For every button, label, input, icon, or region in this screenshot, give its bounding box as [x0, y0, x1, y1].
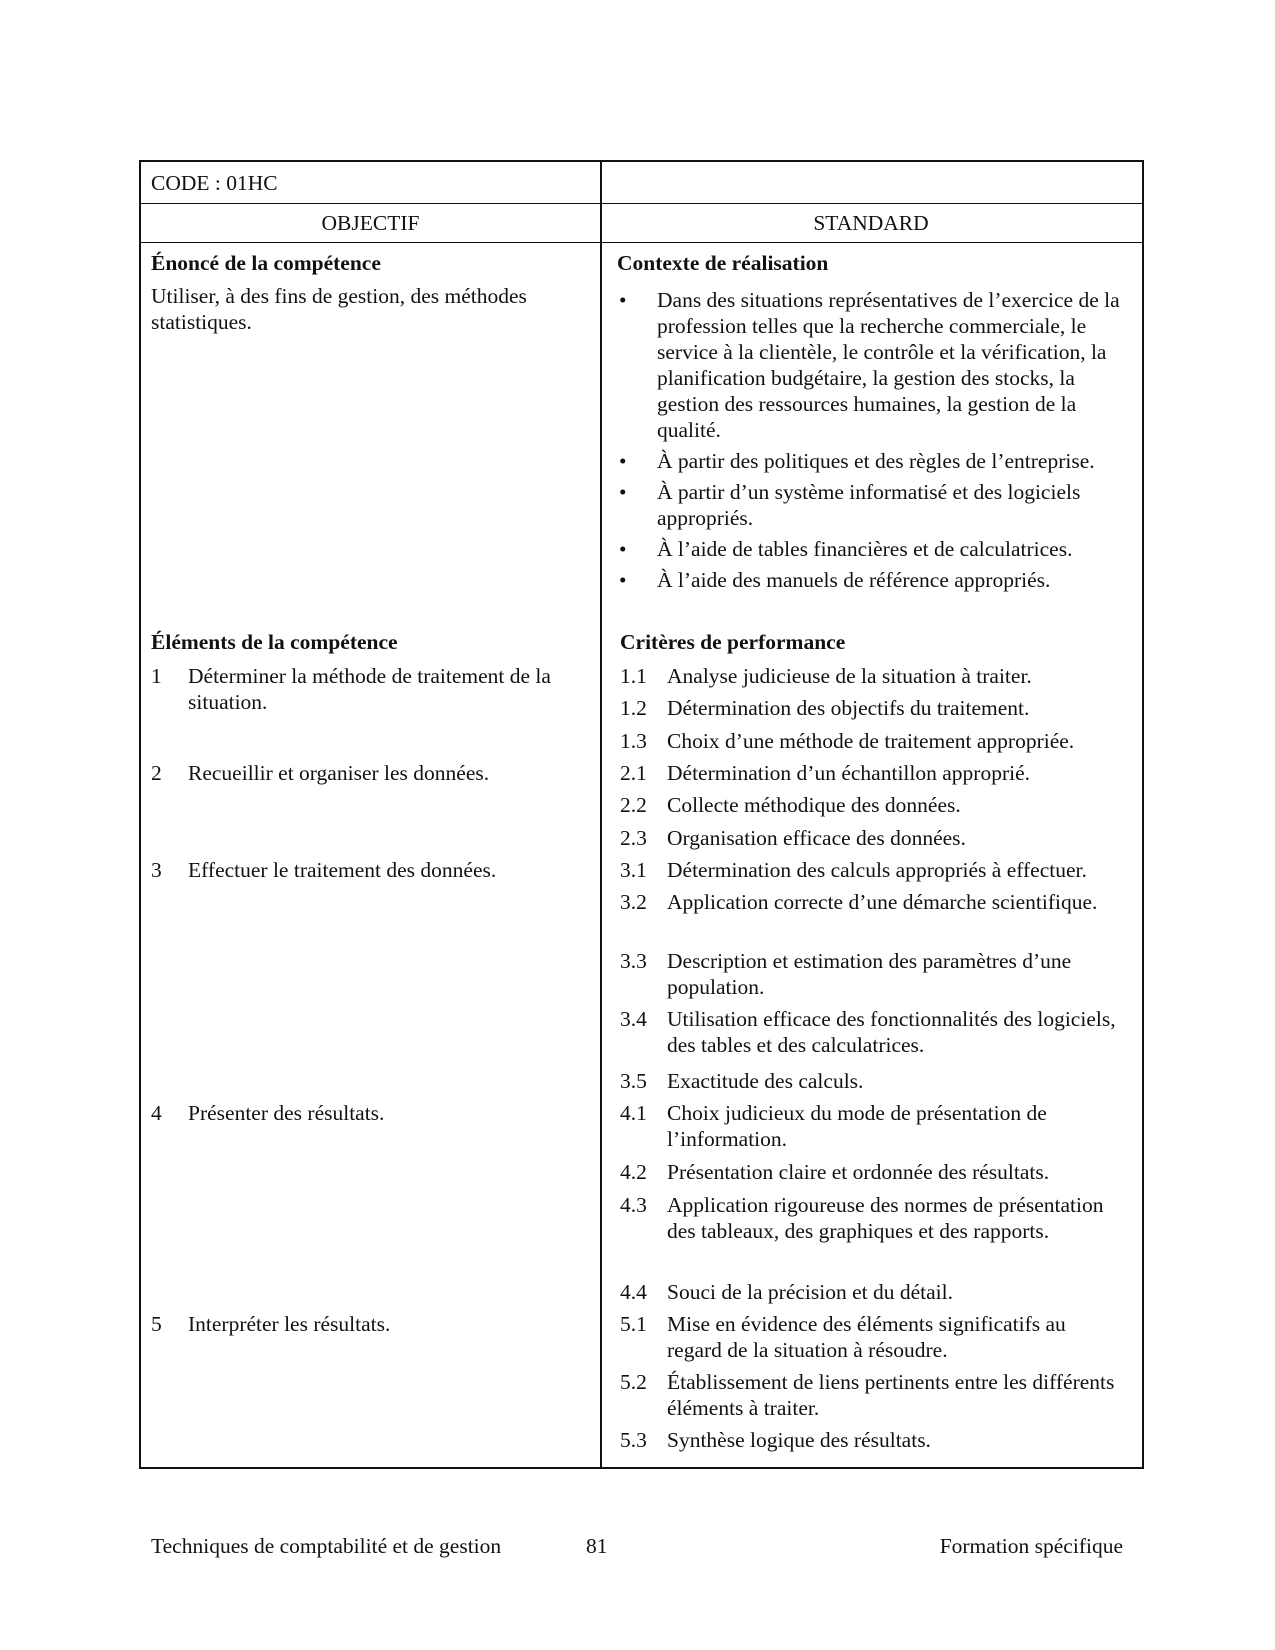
- critere-number: 3.1: [620, 858, 647, 882]
- element-number: 1: [151, 664, 162, 688]
- contexte-item: [617, 536, 1122, 562]
- contexte-item: [617, 287, 1122, 443]
- critere-text: Choix d’une méthode de traitement appropriée.: [667, 729, 1075, 753]
- critere-text: Organisation efficace des données.: [667, 826, 966, 850]
- critere-row: [620, 1006, 1125, 1058]
- critere-text: Application rigoureuse des normes de présentation des tableaux, des graphiques et des rapports.: [667, 1193, 1104, 1243]
- critere-text: Description et estimation des paramètres d’une population.: [667, 949, 1072, 999]
- critere-row: [620, 760, 1125, 786]
- critere-number: 3.5: [620, 1069, 647, 1093]
- critere-number: 5.2: [620, 1370, 647, 1394]
- column-header-standard: STANDARD: [813, 211, 929, 235]
- critere-row: [620, 1192, 1125, 1244]
- contexte-item: [617, 567, 1122, 593]
- critere-text: Détermination des calculs appropriés à effectuer.: [667, 858, 1087, 882]
- critere-row: [620, 948, 1125, 1000]
- contexte-item-text: Dans des situations représentatives de l’exercice de la profession telles que la recherche commerciale, le service à la clientèle, le contrôle et la vérification, la planification budgétaire, la gestion des stocks, la gestion des ressources humaines, la gestion de la qualité.: [657, 288, 1120, 442]
- contexte-item-text: À l’aide de tables financières et de calculatrices.: [657, 537, 1073, 561]
- critere-row: [620, 889, 1125, 915]
- critere-number: 3.2: [620, 890, 647, 914]
- critere-row: [620, 1068, 1125, 1094]
- row-divider: [139, 242, 1142, 243]
- critere-number: 1.3: [620, 729, 647, 753]
- critere-row: [620, 1369, 1125, 1421]
- element-text: Recueillir et organiser les données.: [188, 761, 490, 785]
- critere-text: Détermination d’un échantillon approprié.: [667, 761, 1030, 785]
- critere-text: Présentation claire et ordonnée des résultats.: [667, 1160, 1050, 1184]
- critere-row: [620, 1279, 1125, 1305]
- critere-number: 4.2: [620, 1160, 647, 1184]
- critere-text: Synthèse logique des résultats.: [667, 1428, 931, 1452]
- footer-program: Techniques de comptabilité et de gestion: [151, 1534, 502, 1558]
- critere-number: 4.4: [620, 1280, 647, 1304]
- contexte-item: [617, 448, 1122, 474]
- critere-text: Souci de la précision et du détail.: [667, 1280, 953, 1304]
- critere-number: 5.3: [620, 1428, 647, 1452]
- critere-number: 1.1: [620, 664, 647, 688]
- critere-text: Exactitude des calculs.: [667, 1069, 864, 1093]
- critere-number: 4.3: [620, 1193, 647, 1217]
- critere-number: 2.3: [620, 826, 647, 850]
- critere-row: [620, 1159, 1125, 1185]
- element-row: [151, 857, 591, 883]
- contexte-item-text: À partir d’un système informatisé et des logiciels appropriés.: [657, 480, 1081, 530]
- element-number: 5: [151, 1312, 162, 1336]
- elements-heading: Éléments de la compétence: [151, 630, 398, 654]
- element-text: Déterminer la méthode de traitement de la situation.: [188, 664, 551, 714]
- critere-text: Établissement de liens pertinents entre les différents éléments à traiter.: [667, 1370, 1115, 1420]
- critere-number: 4.1: [620, 1101, 647, 1125]
- contexte-item: [617, 479, 1122, 531]
- critere-row: [620, 792, 1125, 818]
- element-row: [151, 760, 591, 786]
- element-number: 4: [151, 1101, 162, 1125]
- critere-row: [620, 857, 1125, 883]
- enonce-text: Utiliser, à des fins de gestion, des méthodes statistiques.: [151, 284, 527, 334]
- element-text: Interpréter les résultats.: [188, 1312, 391, 1336]
- column-header-objectif: OBJECTIF: [321, 211, 420, 235]
- critere-text: Détermination des objectifs du traitement.: [667, 696, 1030, 720]
- contexte-item-text: À l’aide des manuels de référence appropriés.: [657, 568, 1051, 592]
- bullet-icon: •: [619, 480, 627, 504]
- element-text: Présenter des résultats.: [188, 1101, 385, 1125]
- contexte-heading: Contexte de réalisation: [617, 251, 829, 275]
- bullet-icon: •: [619, 449, 627, 473]
- critere-number: 2.2: [620, 793, 647, 817]
- criteres-heading: Critères de performance: [620, 630, 846, 654]
- column-divider: [600, 160, 602, 1467]
- critere-number: 2.1: [620, 761, 647, 785]
- element-number: 3: [151, 858, 162, 882]
- critere-number: 5.1: [620, 1312, 647, 1336]
- critere-text: Collecte méthodique des données.: [667, 793, 961, 817]
- critere-text: Utilisation efficace des fonctionnalités des logiciels, des tables et des calculatrices.: [667, 1007, 1116, 1057]
- footer-page-number: 81: [586, 1534, 608, 1558]
- competency-code: CODE : 01HC: [151, 171, 278, 195]
- critere-row: [620, 1311, 1125, 1363]
- critere-number: 3.4: [620, 1007, 647, 1031]
- row-divider: [139, 203, 1142, 204]
- enonce-heading: Énoncé de la compétence: [151, 251, 381, 275]
- element-row: [151, 663, 591, 715]
- critere-row: [620, 1100, 1125, 1152]
- element-text: Effectuer le traitement des données.: [188, 858, 497, 882]
- bullet-icon: •: [619, 288, 627, 312]
- critere-row: [620, 728, 1125, 754]
- bullet-icon: •: [619, 537, 627, 561]
- critere-text: Choix judicieux du mode de présentation de l’information.: [667, 1101, 1047, 1151]
- critere-text: Analyse judicieuse de la situation à traiter.: [667, 664, 1032, 688]
- contexte-item-text: À partir des politiques et des règles de l’entreprise.: [657, 449, 1095, 473]
- contexte-list: [617, 287, 1122, 598]
- critere-text: Application correcte d’une démarche scientifique.: [667, 890, 1098, 914]
- critere-row: [620, 825, 1125, 851]
- critere-text: Mise en évidence des éléments significatifs au regard de la situation à résoudre.: [667, 1312, 1066, 1362]
- critere-row: [620, 1427, 1125, 1453]
- critere-row: [620, 663, 1125, 689]
- element-row: [151, 1100, 591, 1126]
- critere-number: 1.2: [620, 696, 647, 720]
- element-number: 2: [151, 761, 162, 785]
- critere-row: [620, 695, 1125, 721]
- element-row: [151, 1311, 591, 1337]
- critere-number: 3.3: [620, 949, 647, 973]
- footer-section: Formation spécifique: [939, 1534, 1123, 1558]
- bullet-icon: •: [619, 568, 627, 592]
